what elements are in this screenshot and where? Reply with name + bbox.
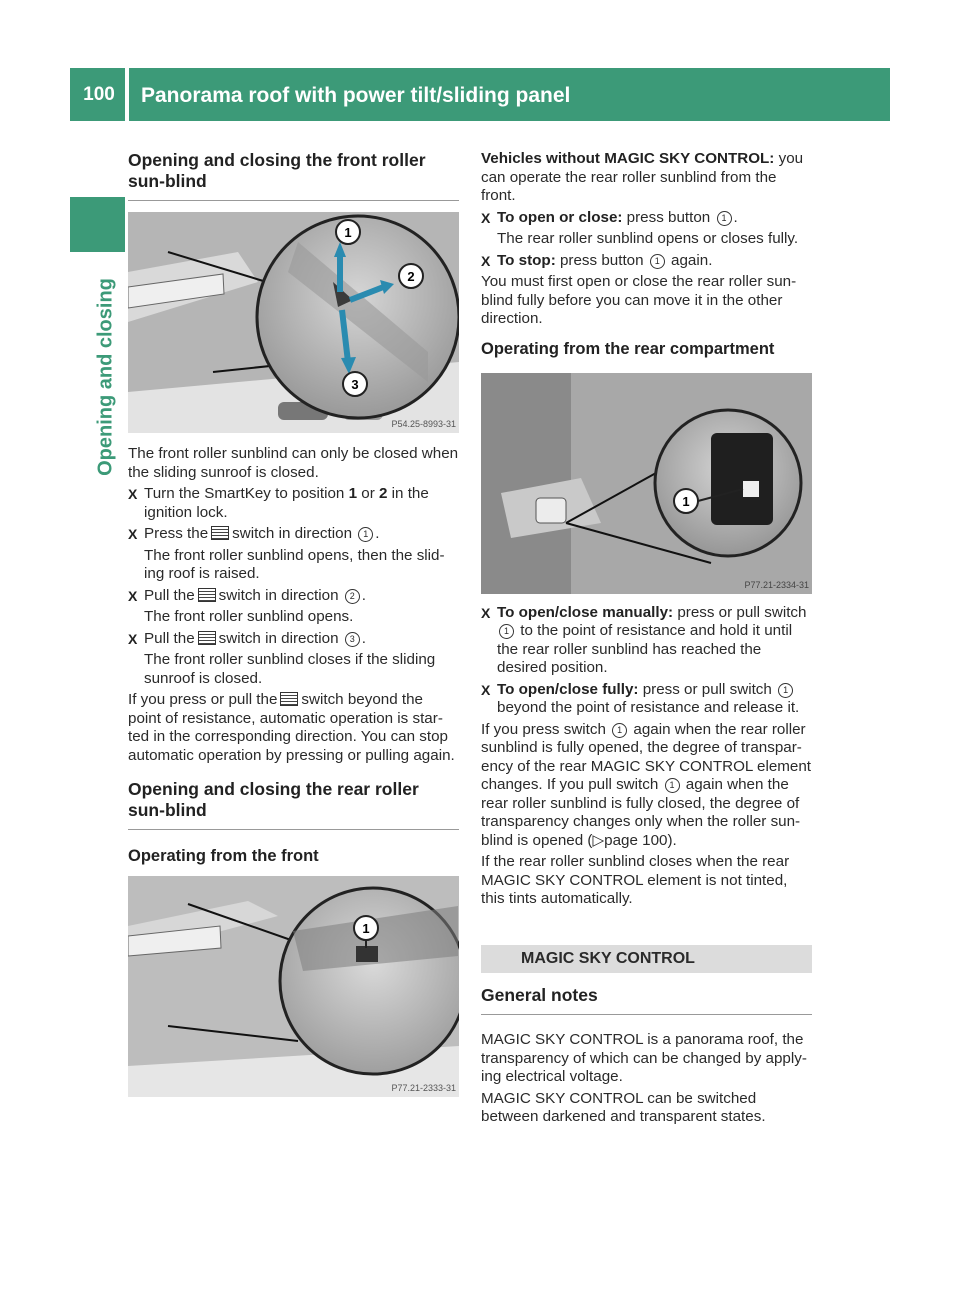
text: switch in direction	[232, 525, 353, 542]
switch-icon	[198, 631, 216, 645]
callout-number: 1	[612, 723, 627, 738]
switch-icon	[211, 526, 229, 540]
text: in the ignition lock.	[144, 485, 429, 521]
switch-icon	[198, 588, 216, 602]
instruction-item	[481, 252, 812, 271]
fig1-callout-1: 1	[344, 225, 352, 240]
section-heading-rear: Opening and closing the rear roller sun-blind	[128, 779, 459, 830]
bullet-arrow-icon: X	[481, 252, 491, 269]
text: Pull the	[144, 586, 195, 604]
text: Pull the	[144, 629, 195, 647]
instruction-item	[128, 587, 459, 606]
section-heading-general: General notes	[481, 985, 812, 1015]
right-column	[481, 150, 812, 1130]
fig3-callout-1: 1	[682, 493, 690, 509]
result-note: The front roller sunblind opens, then the slid-ing roof is raised.	[144, 546, 445, 582]
chapter-label-box	[96, 262, 116, 492]
callout-number: 1	[665, 778, 680, 793]
text: press button	[555, 251, 644, 269]
page-reference[interactable]: page 100).	[604, 831, 677, 849]
result-note: The front roller sunblind opens.	[144, 608, 354, 625]
callout-number: 1	[717, 211, 732, 226]
figure-front-roller-switch	[128, 212, 459, 433]
callout-number: 3	[345, 632, 360, 647]
callout-number: 1	[358, 527, 373, 542]
page-reference-icon[interactable]: ▷	[592, 831, 605, 849]
fig1-callout-3: 3	[351, 377, 359, 392]
text: you can operate the rear roller sunblind from the front.	[481, 150, 804, 204]
section-band: MAGIC SKY CONTROL	[481, 945, 812, 974]
result-note: The front roller sunblind closes if the sliding sunroof is closed.	[144, 651, 436, 687]
bullet-arrow-icon: X	[128, 486, 138, 502]
page-number: 100	[83, 84, 115, 105]
instruction-item	[128, 525, 459, 544]
bullet-arrow-icon: X	[128, 630, 138, 647]
text: .	[375, 525, 380, 542]
chapter-label: Opening and closing	[94, 278, 117, 476]
text: beyond the point of resistance and release it.	[497, 699, 800, 716]
text: again when the rear roller sunblind is fully opened, the degree of transpar-ency of the rear MAGIC SKY CONTROL element changes. If you pull switch	[481, 720, 812, 793]
bold-lead: To stop:	[497, 251, 556, 269]
figure-rear-from-front	[128, 876, 459, 1097]
key-position: 1	[348, 485, 358, 502]
bold-lead: To open/close fully:	[497, 680, 639, 698]
text: press button	[622, 208, 711, 226]
switch-icon	[280, 692, 298, 706]
text: .	[361, 629, 367, 647]
text: or	[357, 485, 379, 502]
text: switch in direction	[218, 586, 339, 604]
text: Press the	[144, 525, 209, 542]
paragraph: The front roller sunblind can only be closed when the sliding sunroof is closed.	[128, 445, 459, 481]
instruction-item	[128, 630, 459, 649]
page-title: Panorama roof with power tilt/sliding panel	[141, 84, 571, 107]
bold-lead: Vehicles without MAGIC SKY CONTROL:	[481, 150, 775, 167]
paragraph: You must first open or close the rear roller sun-blind fully before you can move it in the other direction.	[481, 273, 797, 327]
text: switch beyond the point of resistance, automatic operation is star-ted in the corresponding direction. You can stop automatic operation by pressing or pulling again.	[128, 691, 455, 764]
callout-number: 2	[345, 589, 360, 604]
text: press or pull switch	[673, 603, 807, 621]
text: If you press or pull the	[128, 691, 278, 708]
subheading-rear: Operating from the rear compartment	[481, 339, 775, 358]
bullet-arrow-icon: X	[128, 526, 138, 542]
text: .	[361, 586, 367, 604]
text: Turn the SmartKey to position	[144, 485, 349, 502]
instruction-item	[481, 681, 812, 718]
bold-lead: To open or close:	[497, 208, 623, 226]
subheading-front: Operating from the front	[128, 847, 319, 865]
figure-code: P54.25-8993-31	[391, 419, 456, 429]
text: again when the rear roller sunblind is fully closed, the degree of transparency changes only when the roller sun-blind is opened (	[481, 776, 801, 849]
paragraph	[128, 691, 459, 765]
instruction-item	[128, 485, 459, 522]
paragraph	[481, 721, 812, 851]
instruction-item	[481, 604, 812, 678]
callout-number: 1	[650, 254, 665, 269]
bullet-arrow-icon: X	[481, 681, 491, 698]
text: again.	[666, 251, 713, 269]
bullet-arrow-icon: X	[481, 209, 491, 226]
text: switch in direction	[218, 629, 339, 647]
text: to the point of resistance and hold it until the rear roller sunblind has reached the desired position.	[497, 622, 793, 676]
paragraph: MAGIC SKY CONTROL can be switched between darkened and transparent states.	[481, 1089, 766, 1125]
paragraph: MAGIC SKY CONTROL is a panorama roof, the transparency of which can be changed by apply-ing electrical voltage.	[481, 1031, 807, 1085]
result-note: The rear roller sunblind opens or closes fully.	[497, 230, 799, 247]
left-column	[128, 150, 459, 1097]
callout-number: 1	[778, 683, 793, 698]
bold-lead: To open/close manually:	[497, 603, 674, 621]
bullet-arrow-icon: X	[128, 587, 138, 604]
paragraph	[481, 150, 812, 206]
fig1-callout-2: 2	[407, 269, 415, 284]
figure-code: P77.21-2333-31	[391, 1083, 456, 1093]
section-heading-front: Opening and closing the front roller sun-blind	[128, 150, 459, 201]
callout-number: 1	[499, 624, 514, 639]
paragraph: If the rear roller sunblind closes when the rear MAGIC SKY CONTROL element is not tinted, this tints automatically.	[481, 853, 790, 907]
figure-rear-compartment	[481, 373, 812, 594]
bullet-arrow-icon: X	[481, 604, 491, 621]
text: If you press switch	[481, 720, 606, 738]
key-position: 2	[378, 485, 388, 502]
chapter-tab	[70, 197, 125, 252]
fig2-callout-1: 1	[362, 921, 370, 936]
text: .	[733, 208, 738, 226]
text: press or pull switch	[638, 680, 772, 698]
instruction-item	[481, 209, 812, 228]
figure-code: P77.21-2334-31	[744, 579, 809, 590]
